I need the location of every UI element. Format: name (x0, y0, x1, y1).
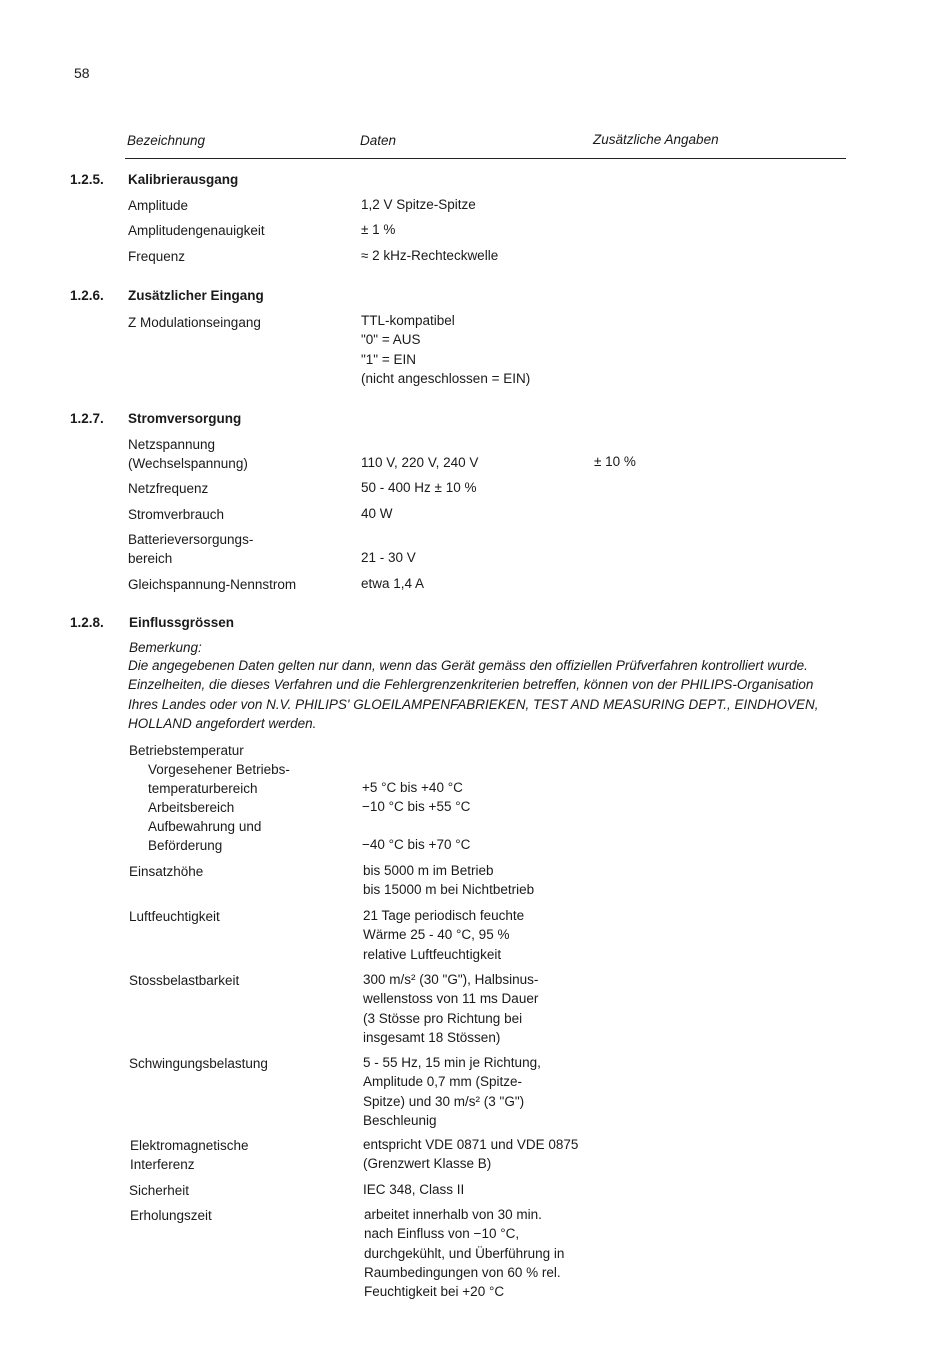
page-number: 58 (74, 65, 90, 81)
spec-label: Schwingungsbelastung (129, 1056, 268, 1071)
spec-label: Aufbewahrung und Beförderung (148, 819, 262, 854)
spec-value: TTL-kompatibel "0" = AUS "1" = EIN (nicht angeschlossen = EIN) (361, 313, 531, 386)
spec-value: 21 Tage periodisch feuchte Wärme 25 - 40 °C, 95 % relative Luftfeuchtigkeit (363, 908, 525, 962)
spec-label: Z Modulationseingang (128, 315, 261, 330)
header-daten: Daten (360, 133, 397, 148)
section-title: Stromversorgung (128, 411, 242, 426)
spec-label: Vorgesehener Betriebs- temperaturbereich (148, 762, 290, 797)
spec-label: Sicherheit (129, 1183, 190, 1198)
spec-value: 5 - 55 Hz, 15 min je Richtung, Amplitude 0,7 mm (Spitze- Spitze) und 30 m/s² (3 "G") Beschleunig (363, 1055, 541, 1128)
spec-label: Elektromagnetische Interferenz (130, 1138, 249, 1173)
spec-value: 40 W (361, 506, 393, 521)
spec-label: Erholungszeit (130, 1208, 212, 1223)
spec-label: Batterieversorgungs- bereich (128, 532, 254, 567)
header-bezeichnung: Bezeichnung (127, 133, 206, 148)
spec-label: Luftfeuchtigkeit (129, 909, 220, 924)
section-title: Zusätzlicher Eingang (128, 288, 264, 303)
spec-value: 300 m/s² (30 "G"), Halbsinus- wellenstoss von 11 ms Dauer (3 Stösse pro Richtung bei insgesamt 18 Stössen) (363, 972, 539, 1045)
spec-value: bis 5000 m im Betrieb bis 15000 m bei Nichtbetrieb (363, 863, 535, 898)
spec-value: −40 °C bis +70 °C (362, 837, 471, 852)
spec-value: arbeitet innerhalb von 30 min. nach Einfluss von −10 °C, durchgekühlt, und Überführung in Raumbedingungen von 60 % rel. Feuchtigkeit bei +20 °C (364, 1207, 565, 1300)
spec-value: IEC 348, Class II (363, 1182, 465, 1197)
spec-label: Einsatzhöhe (129, 864, 204, 879)
spec-value: +5 °C bis +40 °C (362, 780, 463, 795)
spec-value: ≈ 2 kHz-Rechteckwelle (361, 248, 499, 263)
temp-heading: Betriebstemperatur (129, 743, 244, 758)
spec-label: Amplitudengenauigkeit (128, 223, 265, 238)
note-text: Die angegebenen Daten gelten nur dann, wenn das Gerät gemäss den offiziellen Prüfverfahren kontrolliert wurde. Einzelheiten, die dieses Verfahren und die Fehlergrenzenkriterien betreffen, können von der PHILIPS-Organisation Ihres Landes oder von N.V. PHILIPS' GLOEILAMPENFABRIEKEN, TEST AND MEASURING DEPT., EINDHOVEN, HOLLAND angefordert werden. (128, 658, 819, 731)
spec-extra: ± 10 % (594, 454, 636, 469)
spec-value: 1,2 V Spitze-Spitze (361, 197, 476, 212)
spec-value: 110 V, 220 V, 240 V (361, 455, 479, 470)
section-number: 1.2.6. (70, 288, 104, 303)
header-zusaetzliche-angaben: Zusätzliche Angaben (593, 132, 719, 147)
section-number: 1.2.8. (70, 615, 104, 630)
spec-label: Arbeitsbereich (148, 800, 235, 815)
section-number: 1.2.5. (70, 172, 104, 187)
spec-value: entspricht VDE 0871 und VDE 0875 (Grenzwert Klasse B) (363, 1137, 579, 1172)
spec-label: Frequenz (128, 249, 186, 264)
spec-label: Netzfrequenz (128, 481, 209, 496)
spec-value: 50 - 400 Hz ± 10 % (361, 480, 477, 495)
section-number: 1.2.7. (70, 411, 104, 426)
spec-value: etwa 1,4 A (361, 576, 425, 591)
spec-label: Netzspannung (Wechselspannung) (128, 437, 248, 472)
spec-value: ± 1 % (361, 222, 396, 237)
section-title: Kalibrierausgang (128, 172, 239, 187)
spec-label: Amplitude (128, 198, 189, 213)
spec-label: Stossbelastbarkeit (129, 973, 240, 988)
section-title: Einflussgrössen (129, 615, 235, 630)
note-heading: Bemerkung: (129, 640, 202, 655)
spec-value: −10 °C bis +55 °C (362, 799, 471, 814)
spec-label: Stromverbrauch (128, 507, 225, 522)
spec-label: Gleichspannung-Nennstrom (128, 577, 297, 592)
header-rule (125, 158, 846, 159)
spec-value: 21 - 30 V (361, 550, 416, 565)
